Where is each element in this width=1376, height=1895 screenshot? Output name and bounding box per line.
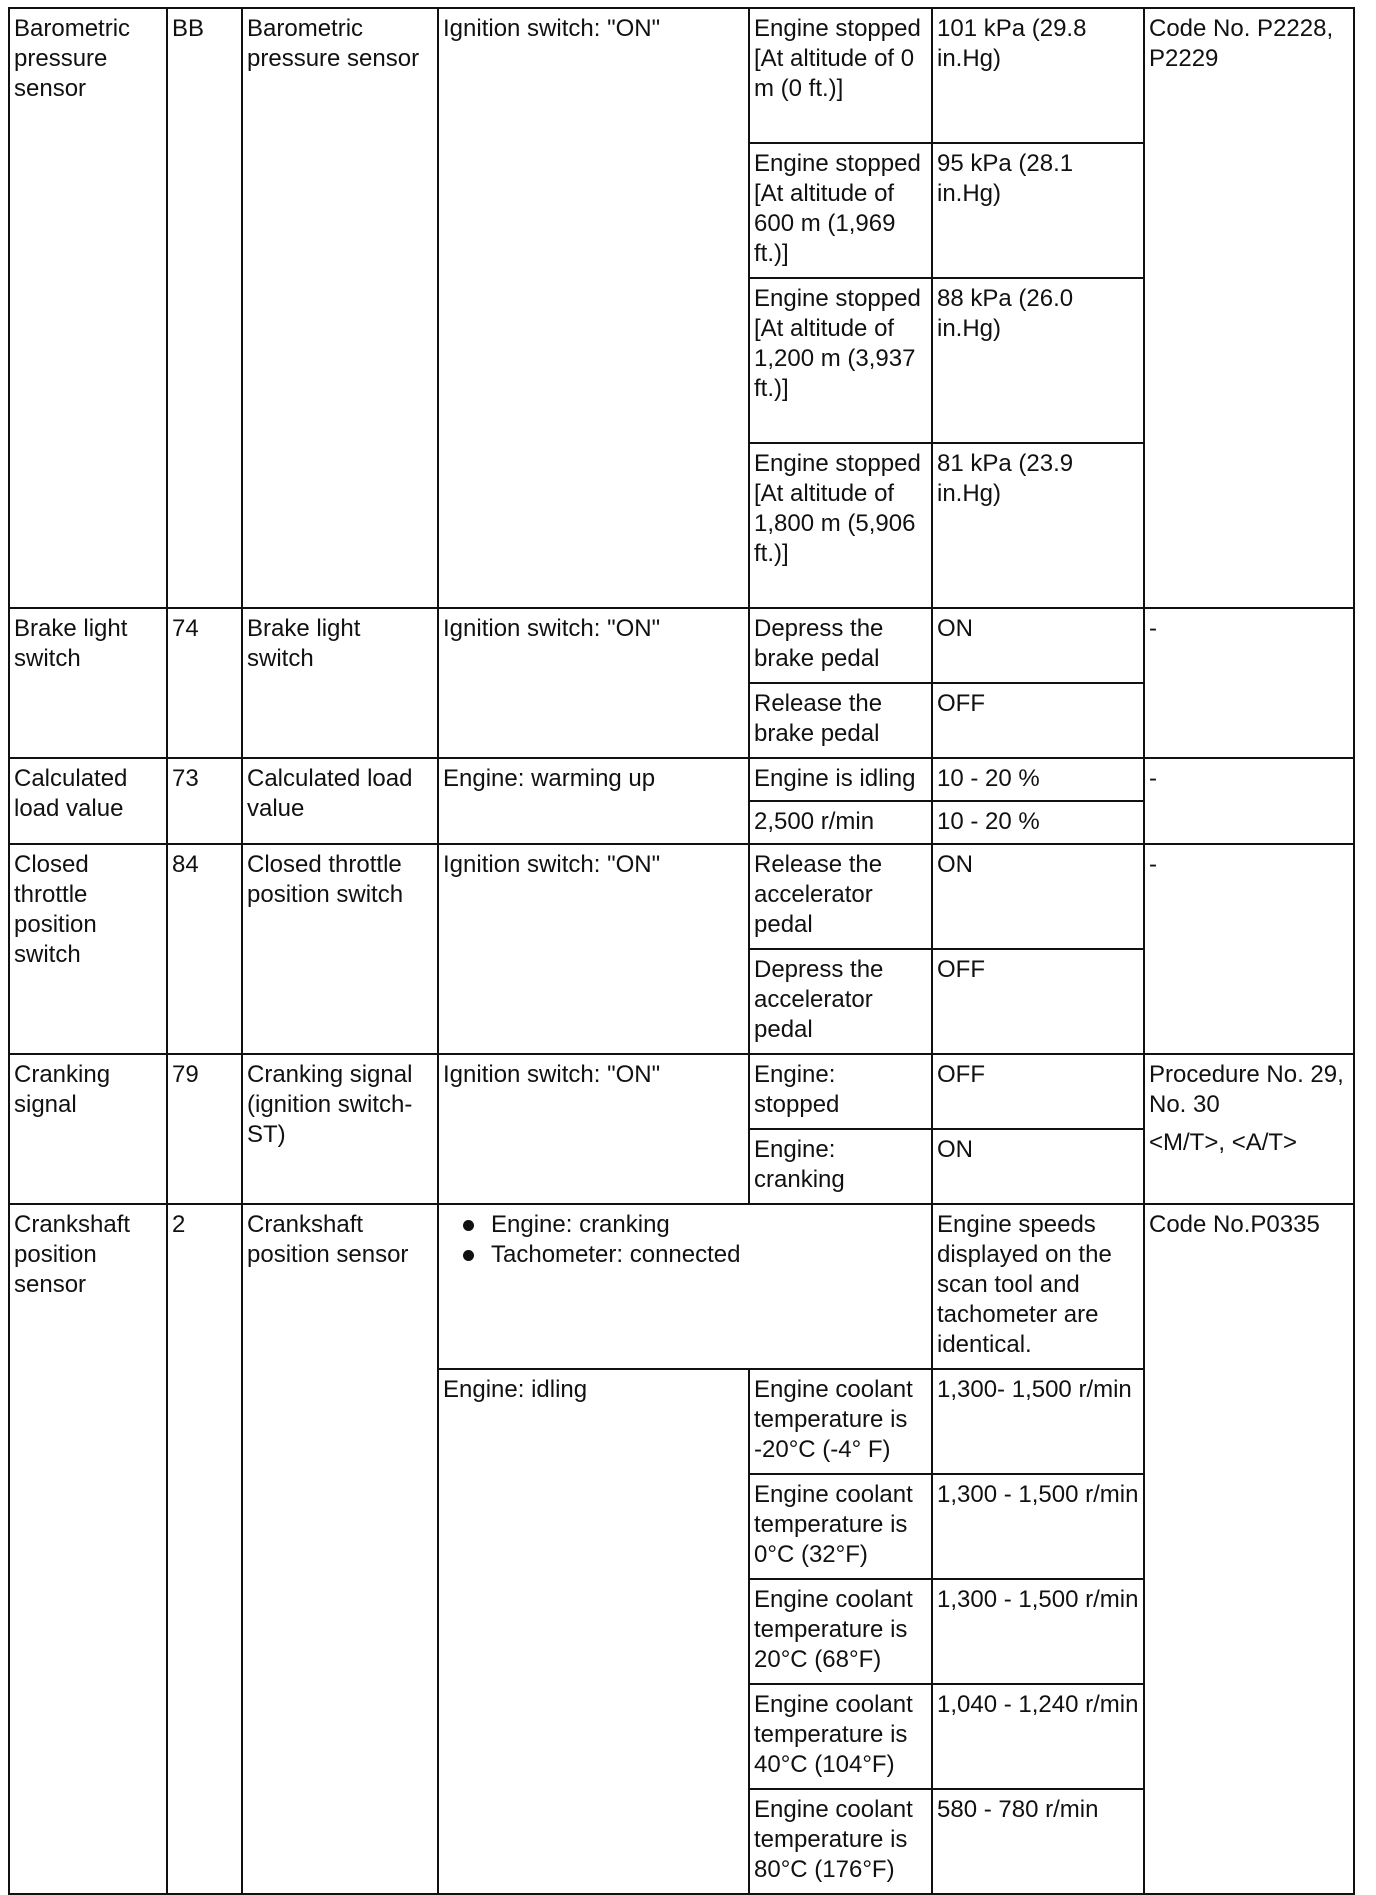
item-cell: Calculated load value: [9, 758, 167, 844]
signal-cell: Cranking signal (ignition switch-ST): [242, 1054, 438, 1204]
normal-cell: 101 kPa (29.8 in.Hg): [932, 8, 1144, 143]
table-row: [9, 1054, 1354, 1129]
condition-cell: Engine stopped [At altitude of 600 m (1,969 ft.)]: [749, 143, 932, 278]
normal-cell: 1,300 - 1,500 r/min: [932, 1579, 1144, 1684]
check-cell: Engine: idling: [438, 1369, 749, 1894]
check-cell: Ignition switch: "ON": [438, 608, 749, 758]
signal-cell: Calculated load value: [242, 758, 438, 844]
normal-cell: 95 kPa (28.1 in.Hg): [932, 143, 1144, 278]
normal-cell: 1,040 - 1,240 r/min: [932, 1684, 1144, 1789]
table-row: [9, 8, 1354, 143]
condition-cell: 2,500 r/min: [749, 801, 932, 844]
terminal-cell: 74: [167, 608, 242, 758]
item-cell: Brake light switch: [9, 608, 167, 758]
normal-cell: 81 kPa (23.9 in.Hg): [932, 443, 1144, 608]
condition-cell: Engine coolant temperature is 0°C (32°F): [749, 1474, 932, 1579]
condition-cell: Release the accelerator pedal: [749, 844, 932, 949]
condition-cell: Engine stopped [At altitude of 1,200 m (3,937 ft.)]: [749, 278, 932, 443]
reference-cell: Code No.P0335: [1144, 1204, 1354, 1894]
signal-cell: Closed throttle position switch: [242, 844, 438, 1054]
condition-cell: Depress the brake pedal: [749, 608, 932, 683]
terminal-cell: BB: [167, 8, 242, 608]
condition-cell: Depress the accelerator pedal: [749, 949, 932, 1054]
list-item: Engine: cranking: [461, 1210, 927, 1240]
list-item: Tachometer: connected: [461, 1240, 927, 1270]
inspection-table: [8, 7, 1355, 1895]
check-cell: Ignition switch: "ON": [438, 844, 749, 1054]
terminal-cell: 73: [167, 758, 242, 844]
table-row: [9, 608, 1354, 683]
condition-cell: Engine stopped [At altitude of 1,800 m (5,906 ft.)]: [749, 443, 932, 608]
normal-cell: OFF: [932, 949, 1144, 1054]
normal-cell: 1,300 - 1,500 r/min: [932, 1474, 1144, 1579]
table-row: [9, 844, 1354, 949]
terminal-cell: 84: [167, 844, 242, 1054]
normal-cell: 88 kPa (26.0 in.Hg): [932, 278, 1144, 443]
condition-cell: Engine coolant temperature is 40°C (104°F): [749, 1684, 932, 1789]
item-cell: Barometric pressure sensor: [9, 8, 167, 608]
normal-cell: Engine speeds displayed on the scan tool and tachometer are identical.: [932, 1204, 1144, 1369]
normal-cell: 10 - 20 %: [932, 758, 1144, 801]
table-row: [9, 758, 1354, 801]
item-cell: Closed throttle position switch: [9, 844, 167, 1054]
terminal-cell: 2: [167, 1204, 242, 1894]
condition-cell: Engine: cranking: [749, 1129, 932, 1204]
signal-cell: Barometric pressure sensor: [242, 8, 438, 608]
reference-cell: [1144, 1054, 1354, 1204]
normal-cell: OFF: [932, 1054, 1144, 1129]
reference-cell: -: [1144, 608, 1354, 758]
normal-cell: 1,300- 1,500 r/min: [932, 1369, 1144, 1474]
condition-cell: Engine is idling: [749, 758, 932, 801]
check-cell: Engine: warming up: [438, 758, 749, 844]
normal-cell: ON: [932, 1129, 1144, 1204]
item-cell: Crankshaft position sensor: [9, 1204, 167, 1894]
normal-cell: ON: [932, 608, 1144, 683]
reference-cell: -: [1144, 758, 1354, 844]
condition-cell: Engine coolant temperature is 20°C (68°F): [749, 1579, 932, 1684]
bullet-check-cell: [438, 1204, 932, 1369]
reference-cell: Code No. P2228, P2229: [1144, 8, 1354, 608]
signal-cell: Brake light switch: [242, 608, 438, 758]
signal-cell: Crankshaft position sensor: [242, 1204, 438, 1894]
check-bullet-list: [443, 1210, 927, 1270]
reference-transmission: <M/T>, <A/T>: [1149, 1129, 1298, 1156]
terminal-cell: 79: [167, 1054, 242, 1204]
condition-cell: Engine stopped [At altitude of 0 m (0 ft.)]: [749, 8, 932, 143]
normal-cell: ON: [932, 844, 1144, 949]
reference-procedure: Procedure No. 29, No. 30: [1149, 1061, 1344, 1118]
condition-cell: Engine coolant temperature is -20°C (-4° F): [749, 1369, 932, 1474]
condition-cell: Engine: stopped: [749, 1054, 932, 1129]
normal-cell: OFF: [932, 683, 1144, 758]
check-cell: Ignition switch: "ON": [438, 1054, 749, 1204]
normal-cell: 580 - 780 r/min: [932, 1789, 1144, 1894]
table-row: [9, 1204, 1354, 1369]
normal-cell: 10 - 20 %: [932, 801, 1144, 844]
check-cell: Ignition switch: "ON": [438, 8, 749, 608]
reference-cell: -: [1144, 844, 1354, 1054]
condition-cell: Engine coolant temperature is 80°C (176°F): [749, 1789, 932, 1894]
condition-cell: Release the brake pedal: [749, 683, 932, 758]
item-cell: Cranking signal: [9, 1054, 167, 1204]
